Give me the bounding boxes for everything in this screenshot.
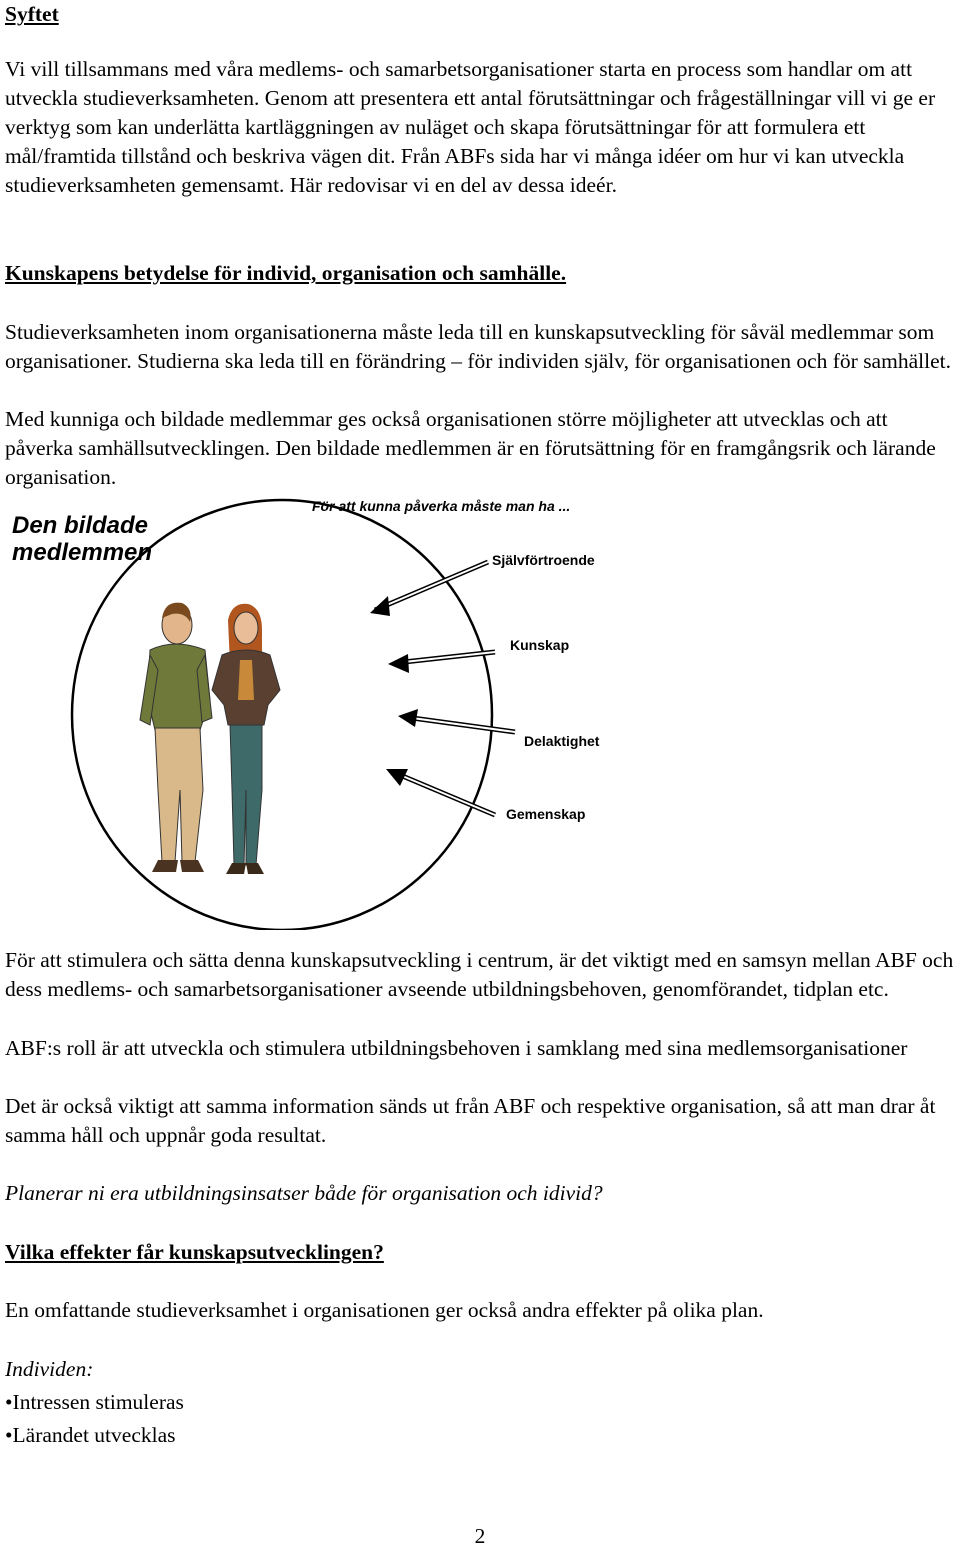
label-sjalvfortroende: Självförtroende bbox=[492, 552, 595, 568]
woman-figure bbox=[212, 604, 280, 874]
list-item-text: Lärandet utvecklas bbox=[12, 1423, 176, 1447]
question-planerar: Planerar ni era utbildningsinsatser både för organisation och idivid? bbox=[5, 1181, 603, 1205]
arrow-kunskap bbox=[388, 652, 495, 673]
label-delaktighet: Delaktighet bbox=[524, 733, 600, 749]
man-figure bbox=[140, 603, 212, 872]
individen-label: Individen: bbox=[5, 1357, 94, 1381]
heading-syftet: Syftet bbox=[5, 2, 59, 26]
page-number: 2 bbox=[474, 1524, 486, 1548]
arrow-delaktighet bbox=[398, 709, 515, 732]
diagram-title: Den bildade medlemmen bbox=[12, 512, 153, 566]
diagram-subtitle: För att kunna påverka måste man ha ... bbox=[312, 498, 571, 514]
intro-paragraph: Vi vill tillsammans med våra medlems- och samarbetsorganisationer starta en process som handlar om att utveckla studieverksamheten. Genom att presentera ett antal förutsättningar och frågeställningar vill vi ge er verktyg som kan underlätta kartläggningen av nuläget och skapa förutsättningar för att formulera ett mål/framtida tillstånd och beskriva vägen dit. Från ABFs sida har vi många idéer om hur vi kan utveckla studieverksamheten gemensamt. Här redovisar vi en del av dessa ideér. bbox=[5, 57, 936, 197]
paragraph-stimulera: För att stimulera och sätta denna kunskapsutveckling i centrum, är det viktigt med en samsyn mellan ABF och dess medlems- och samarbetsorganisationer avseende utbildningsbehoven, genomförandet, tidplan etc. bbox=[5, 948, 954, 1001]
label-gemenskap: Gemenskap bbox=[506, 806, 586, 822]
paragraph-studieverksamheten: Studieverksamheten inom organisationerna måste leda till en kunskapsutveckling för såväl medlemmar som organisationer. Studierna ska leda till en förändring – för individen själv, för organisationen och för samhället. bbox=[5, 320, 951, 373]
list-item bbox=[5, 1386, 184, 1419]
heading-kunskapens-betydelse: Kunskapens betydelse för individ, organisation och samhälle. bbox=[5, 261, 567, 285]
arrow-sjalvfortroende bbox=[370, 562, 488, 616]
paragraph-kunniga-medlemmar: Med kunniga och bildade medlemmar ges också organisationen större möjligheter att utvecklas och att påverka samhällsutvecklingen. Den bildade medlemmen är en förutsättning för en framgångsrik och lärande organisation. bbox=[5, 407, 936, 489]
list-item-text: Intressen stimuleras bbox=[12, 1390, 184, 1414]
heading-vilka-effekter: Vilka effekter får kunskapsutvecklingen? bbox=[5, 1240, 384, 1264]
diagram-den-bildade-medlemmen bbox=[0, 490, 960, 930]
list-item bbox=[5, 1419, 184, 1452]
paragraph-abf-roll: ABF:s roll är att utveckla och stimulera utbildningsbehoven i samklang med sina medlemsorganisationer bbox=[5, 1036, 908, 1060]
paragraph-samma-information: Det är också viktigt att samma information sänds ut från ABF och respektive organisation, så att man drar åt samma håll och uppnår goda resultat. bbox=[5, 1094, 936, 1147]
individen-list bbox=[5, 1386, 184, 1452]
paragraph-omfattande: En omfattande studieverksamhet i organisationen ger också andra effekter på olika plan. bbox=[5, 1298, 764, 1322]
label-kunskap: Kunskap bbox=[510, 637, 570, 653]
